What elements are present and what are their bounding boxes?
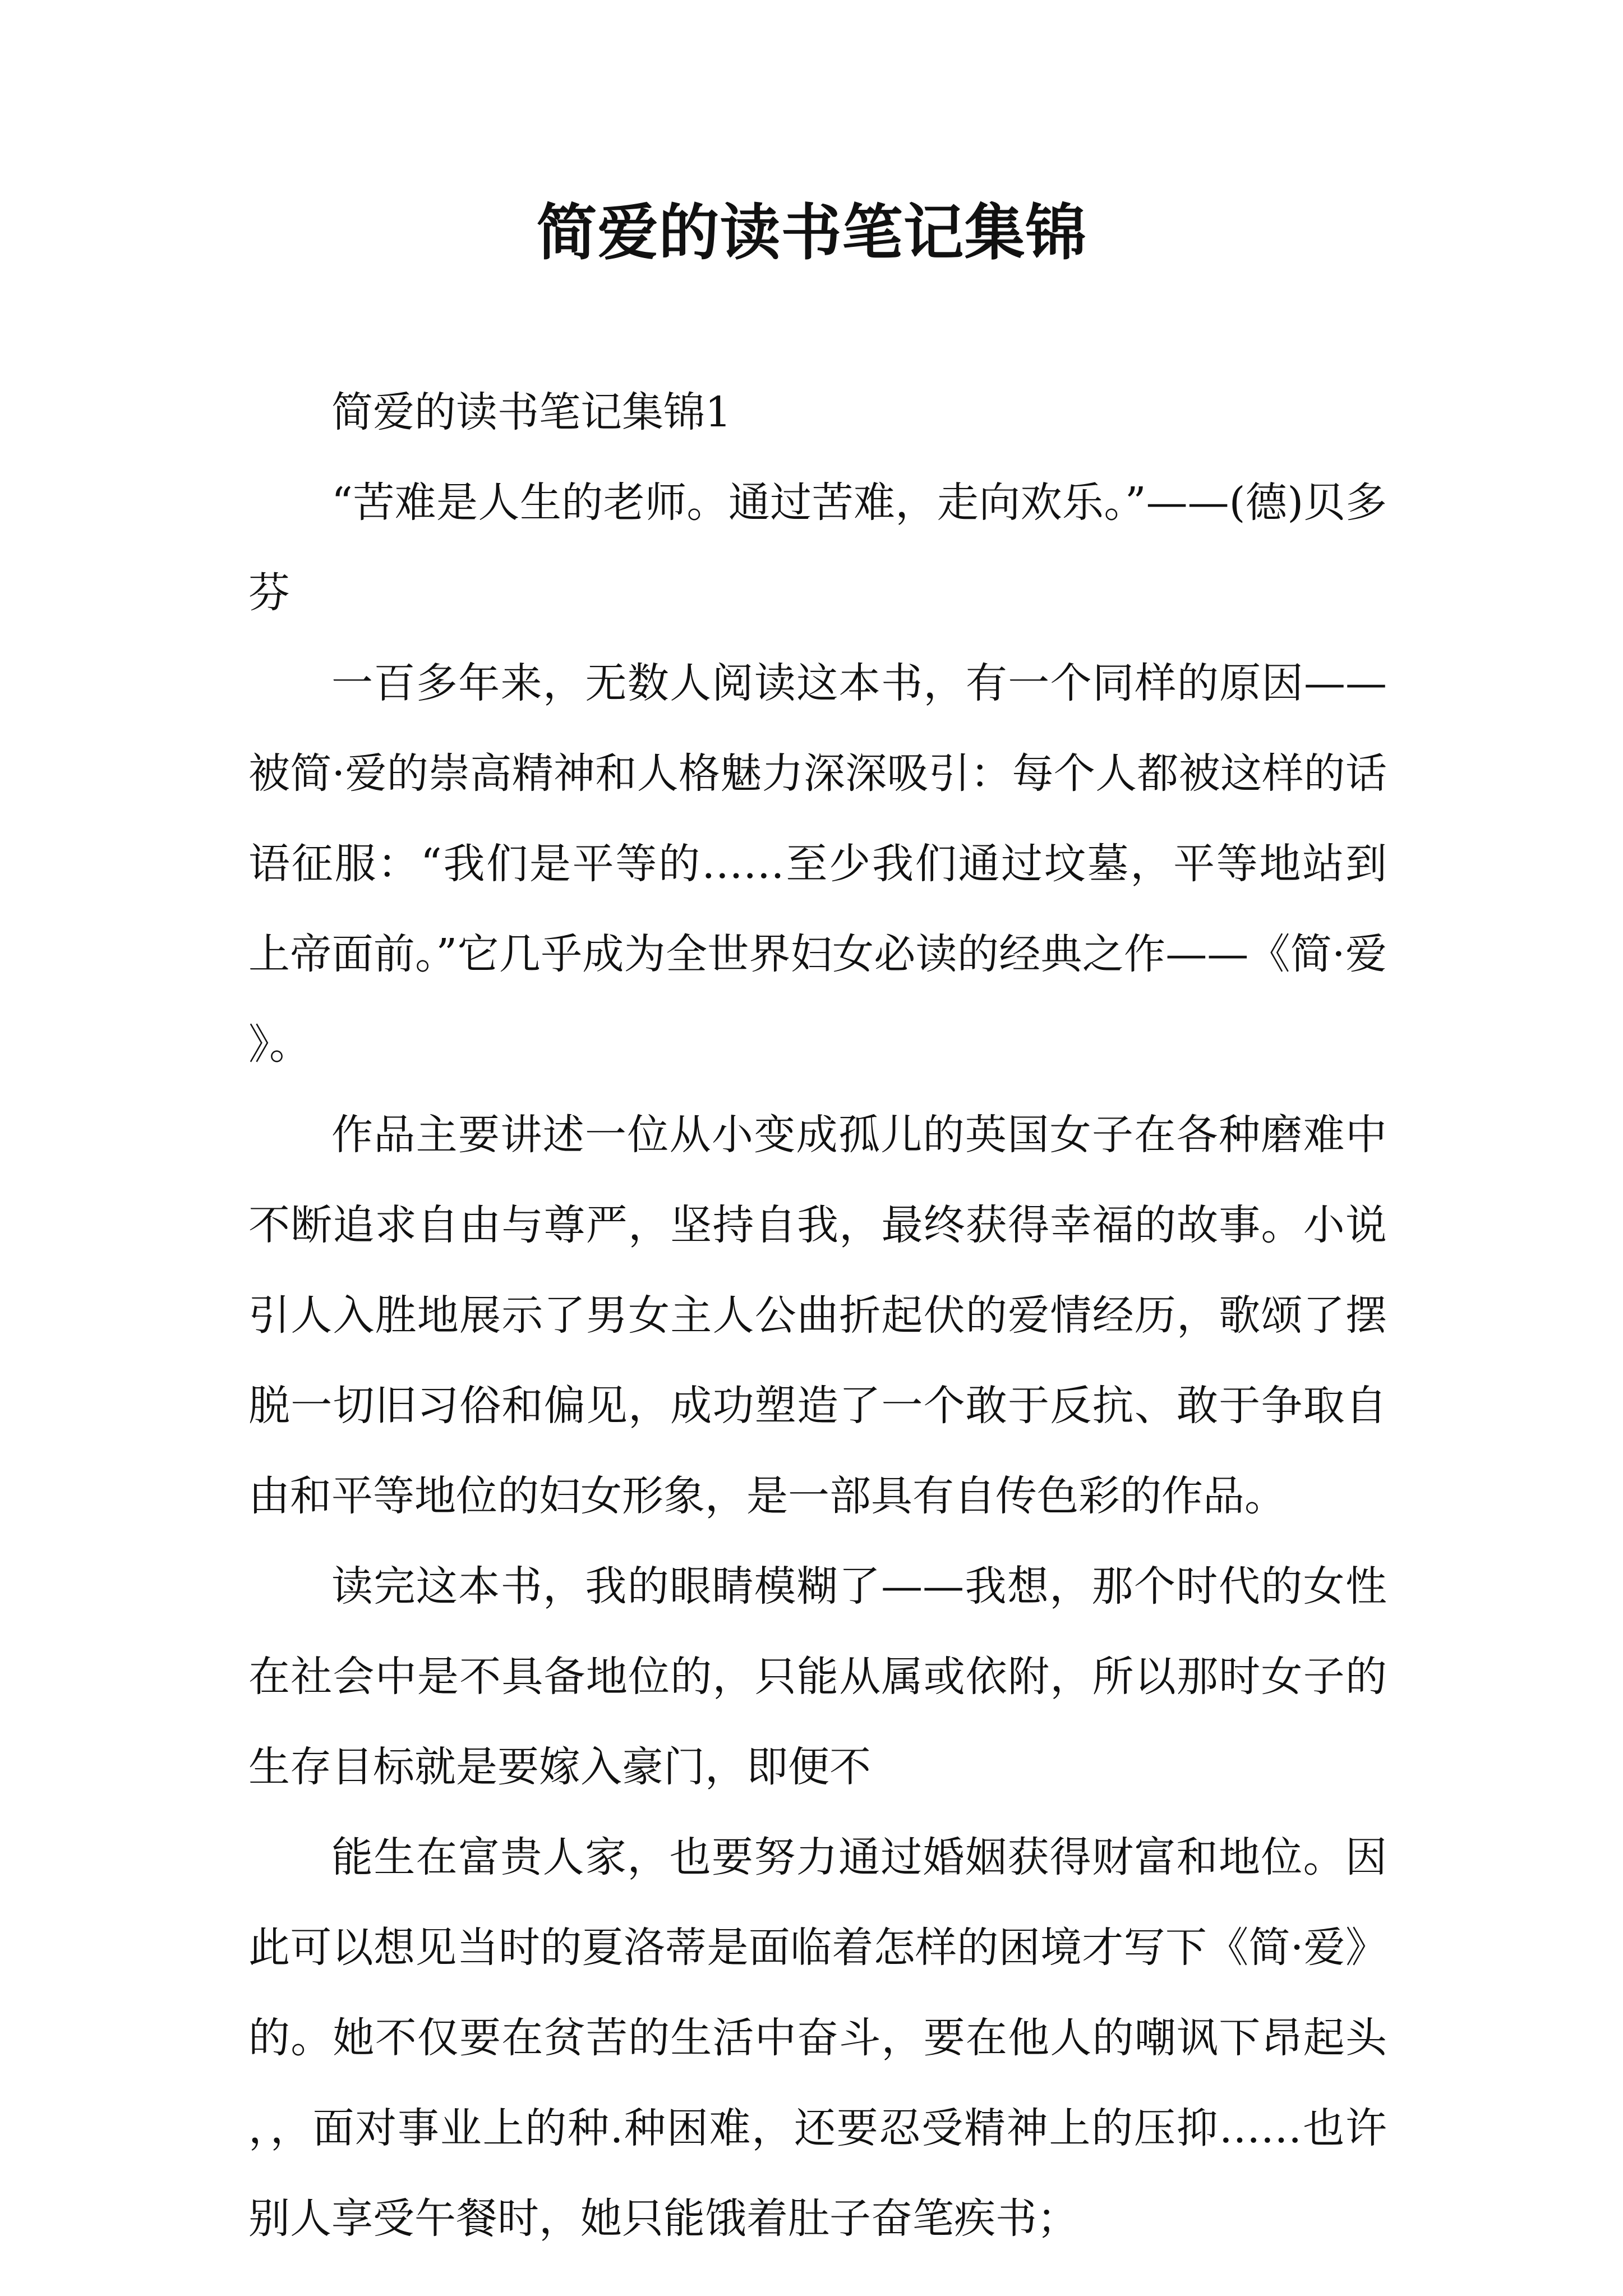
document-title: 简爱的读书笔记集锦 bbox=[536, 197, 1087, 268]
paragraph: 一百多年来，无数人阅读这本书，有一个同样的原因——被简·爱的崇高精神和人格魅力深深吸引：每个人都被这样的话语征服：“我们是平等的……至少我们通过坟墓，平等地站到上帝面前。”它几乎成为全世界妇女必读的经典之作——《简·爱》。 bbox=[248, 659, 1387, 1069]
section-heading: 简爱的读书笔记集锦1 bbox=[331, 388, 732, 436]
paragraph: 能生在富贵人家，也要努力通过婚姻获得财富和地位。因此可以想见当时的夏洛蒂是面临着怎样的困境才写下《简·爱》的。她不仅要在贫苦的生活中奋斗，要在他人的嘲讽下昂起头，，面对事业上的种.种困难，还要忍受精神上的压抑……也许别人享受午餐时，她只能饿着肚子奋笔疾书； bbox=[248, 1833, 1387, 2243]
epigraph-quote: “苦难是人生的老师。通过苦难，走向欢乐。”——(德)贝多芬 bbox=[248, 478, 1387, 617]
document-body bbox=[248, 367, 1387, 2264]
paragraph: 读完这本书，我的眼睛模糊了——我想，那个时代的女性在社会中是不具备地位的，只能从属或依附，所以那时女子的生存目标就是要嫁入豪门，即便不 bbox=[248, 1562, 1387, 1791]
paragraph: 作品主要讲述一位从小变成孤儿的英国女子在各种磨难中不断追求自由与尊严，坚持自我，最终获得幸福的故事。小说引人入胜地展示了男女主人公曲折起伏的爱情经历，歌颂了摆脱一切旧习俗和偏见，成功塑造了一个敢于反抗、敢于争取自由和平等地位的妇女形象，是一部具有自传色彩的作品。 bbox=[248, 1111, 1387, 1520]
